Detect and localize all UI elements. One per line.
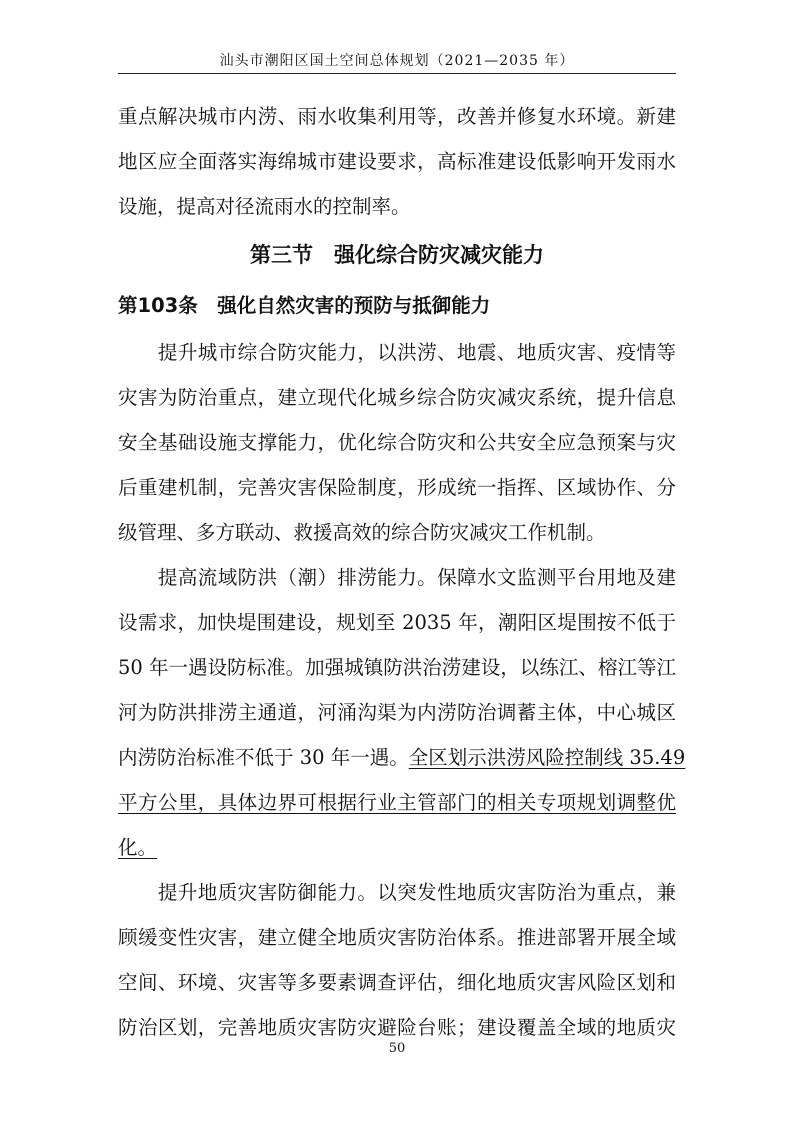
underlined-text: 平方公里，具体边界可根据行业主管部门的相关专项规划调整优 [118,791,676,814]
header-divider [118,73,676,74]
body-line: 灾害为防治重点，建立现代化城乡综合防灾减灾系统，提升信息 [118,386,676,409]
body-line [118,735,686,780]
page-body [118,94,686,1050]
body-line [118,780,676,825]
body-line: 设施，提高对径流雨水的控制率。 [118,195,411,218]
paragraph-comprehensive-prevention [118,330,676,555]
body-line: 后重建机制，完善灾害保险制度，形成统一指挥、区域协作、分 [118,476,676,499]
body-line: 提升城市综合防灾能力，以洪涝、地震、地质灾害、疫情等 [118,341,676,364]
body-line: 提升地质灾害防御能力。以突发性地质灾害防治为重点，兼 [118,881,676,904]
running-header: 汕头市潮阳区国土空间总体规划（2021—2035 年） [219,53,575,69]
underlined-text: 化。 [118,836,158,859]
body-line: 50 年一遇设防标准。加强城镇防洪治涝建设，以练江、榕江等江 [118,656,676,679]
page-number: 50 [388,1041,406,1056]
underlined-text: 全区划示洪涝风险控制线 35.49 [408,746,686,769]
body-line [118,825,676,870]
body-line: 河为防洪排涝主通道，河涌沟渠为内涝防治调蓄主体，中心城区 [118,701,676,724]
body-line: 重点解决城市内涝、雨水收集利用等，改善并修复水环境。新建 [118,105,676,128]
section-heading: 第三节 强化综合防灾减灾能力 [250,243,544,267]
paragraph-flood-control [118,555,686,870]
body-text: 内涝防治标准不低于 30 年一遇。 [118,746,409,769]
body-line: 安全基础设施支撑能力，优化综合防灾和公共安全应急预案与灾 [118,431,676,454]
body-line: 地区应全面落实海绵城市建设要求，高标准建设低影响开发雨水 [118,150,676,173]
body-line: 顾缓变性灾害，建立健全地质灾害防治体系。推进部署开展全域 [118,926,676,949]
body-line: 设需求，加快堤围建设，规划至 2035 年，潮阳区堤围按不低于 [118,611,676,634]
body-line: 级管理、多方联动、救援高效的综合防灾减灾工作机制。 [118,521,606,544]
body-line: 提高流域防洪（潮）排涝能力。保障水文监测平台用地及建 [118,566,676,589]
article-heading: 第103条 强化自然灾害的预防与抵御能力 [118,294,491,317]
paragraph-geological-hazard [118,870,676,1050]
body-line: 空间、环境、灾害等多要素调查评估，细化地质灾害风险区划和 [118,971,676,994]
body-line: 防治区划，完善地质灾害防灾避险台账；建设覆盖全域的地质灾 [118,1016,676,1039]
